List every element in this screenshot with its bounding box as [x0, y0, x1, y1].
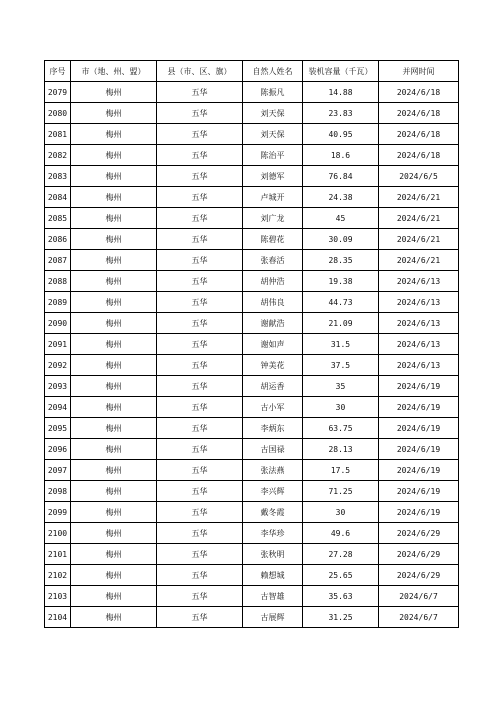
table-row	[45, 82, 459, 103]
cell-capacity: 17.5	[303, 460, 379, 481]
cell-city: 梅州	[71, 481, 157, 502]
cell-county: 五华	[157, 565, 243, 586]
cell-grid-date: 2024/6/13	[379, 292, 459, 313]
cell-name: 卢城开	[243, 187, 303, 208]
table-row	[45, 250, 459, 271]
cell-capacity: 28.35	[303, 250, 379, 271]
cell-county: 五华	[157, 271, 243, 292]
cell-name: 戴冬霞	[243, 502, 303, 523]
cell-city: 梅州	[71, 208, 157, 229]
cell-grid-date: 2024/6/19	[379, 439, 459, 460]
cell-county: 五华	[157, 607, 243, 628]
cell-county: 五华	[157, 397, 243, 418]
cell-capacity: 37.5	[303, 355, 379, 376]
cell-index: 2081	[45, 124, 71, 145]
table-row	[45, 397, 459, 418]
cell-grid-date: 2024/6/13	[379, 313, 459, 334]
cell-grid-date: 2024/6/13	[379, 334, 459, 355]
cell-city: 梅州	[71, 502, 157, 523]
cell-county: 五华	[157, 460, 243, 481]
table-row	[45, 418, 459, 439]
cell-name: 钟美花	[243, 355, 303, 376]
cell-city: 梅州	[71, 103, 157, 124]
cell-grid-date: 2024/6/19	[379, 481, 459, 502]
cell-name: 张秋明	[243, 544, 303, 565]
cell-index: 2087	[45, 250, 71, 271]
cell-index: 2089	[45, 292, 71, 313]
cell-name: 谢如声	[243, 334, 303, 355]
header-cell-index: 序号	[45, 61, 71, 82]
cell-city: 梅州	[71, 439, 157, 460]
cell-index: 2098	[45, 481, 71, 502]
cell-index: 2079	[45, 82, 71, 103]
cell-city: 梅州	[71, 376, 157, 397]
header-cell-city: 市（地、州、盟）	[71, 61, 157, 82]
cell-capacity: 28.13	[303, 439, 379, 460]
cell-index: 2096	[45, 439, 71, 460]
cell-city: 梅州	[71, 607, 157, 628]
cell-index: 2101	[45, 544, 71, 565]
table-row	[45, 565, 459, 586]
table-row	[45, 166, 459, 187]
cell-city: 梅州	[71, 313, 157, 334]
cell-grid-date: 2024/6/29	[379, 565, 459, 586]
cell-grid-date: 2024/6/7	[379, 586, 459, 607]
cell-capacity: 40.95	[303, 124, 379, 145]
table-row	[45, 208, 459, 229]
cell-capacity: 14.88	[303, 82, 379, 103]
cell-index: 2088	[45, 271, 71, 292]
table-row	[45, 124, 459, 145]
cell-name: 胡仲浩	[243, 271, 303, 292]
table-row	[45, 439, 459, 460]
cell-capacity: 44.73	[303, 292, 379, 313]
table-row	[45, 103, 459, 124]
cell-index: 2103	[45, 586, 71, 607]
cell-grid-date: 2024/6/21	[379, 187, 459, 208]
cell-city: 梅州	[71, 586, 157, 607]
cell-city: 梅州	[71, 355, 157, 376]
pv-registry-table	[44, 60, 459, 628]
cell-county: 五华	[157, 187, 243, 208]
cell-capacity: 49.6	[303, 523, 379, 544]
table-row	[45, 271, 459, 292]
header-cell-grid-date: 并网时间	[379, 61, 459, 82]
cell-city: 梅州	[71, 544, 157, 565]
cell-capacity: 35.63	[303, 586, 379, 607]
cell-capacity: 30	[303, 502, 379, 523]
cell-name: 古小军	[243, 397, 303, 418]
cell-county: 五华	[157, 292, 243, 313]
cell-county: 五华	[157, 166, 243, 187]
cell-capacity: 27.28	[303, 544, 379, 565]
cell-index: 2100	[45, 523, 71, 544]
cell-capacity: 19.38	[303, 271, 379, 292]
cell-grid-date: 2024/6/18	[379, 124, 459, 145]
cell-index: 2092	[45, 355, 71, 376]
header-row	[45, 61, 459, 82]
cell-county: 五华	[157, 439, 243, 460]
header-cell-county: 县（市、区、旗）	[157, 61, 243, 82]
table-row	[45, 607, 459, 628]
cell-grid-date: 2024/6/29	[379, 523, 459, 544]
cell-county: 五华	[157, 355, 243, 376]
table-row	[45, 229, 459, 250]
table-row	[45, 145, 459, 166]
cell-index: 2080	[45, 103, 71, 124]
cell-county: 五华	[157, 250, 243, 271]
cell-capacity: 21.09	[303, 313, 379, 334]
table-row	[45, 502, 459, 523]
cell-county: 五华	[157, 418, 243, 439]
cell-county: 五华	[157, 313, 243, 334]
cell-capacity: 30.09	[303, 229, 379, 250]
cell-city: 梅州	[71, 460, 157, 481]
cell-name: 胡伟良	[243, 292, 303, 313]
cell-county: 五华	[157, 229, 243, 250]
cell-name: 李兴辉	[243, 481, 303, 502]
cell-capacity: 71.25	[303, 481, 379, 502]
cell-name: 古智雄	[243, 586, 303, 607]
table-row	[45, 376, 459, 397]
cell-capacity: 76.84	[303, 166, 379, 187]
cell-index: 2085	[45, 208, 71, 229]
cell-capacity: 23.83	[303, 103, 379, 124]
cell-city: 梅州	[71, 229, 157, 250]
cell-capacity: 31.5	[303, 334, 379, 355]
cell-name: 李炳东	[243, 418, 303, 439]
cell-county: 五华	[157, 544, 243, 565]
cell-city: 梅州	[71, 145, 157, 166]
table-row	[45, 586, 459, 607]
table-row	[45, 334, 459, 355]
cell-city: 梅州	[71, 523, 157, 544]
cell-capacity: 25.65	[303, 565, 379, 586]
table-row	[45, 292, 459, 313]
cell-county: 五华	[157, 586, 243, 607]
cell-city: 梅州	[71, 82, 157, 103]
header-cell-capacity: 装机容量（千瓦）	[303, 61, 379, 82]
cell-county: 五华	[157, 124, 243, 145]
cell-name: 刘广龙	[243, 208, 303, 229]
cell-city: 梅州	[71, 397, 157, 418]
cell-index: 2099	[45, 502, 71, 523]
cell-index: 2086	[45, 229, 71, 250]
cell-index: 2090	[45, 313, 71, 334]
cell-city: 梅州	[71, 292, 157, 313]
cell-capacity: 18.6	[303, 145, 379, 166]
cell-city: 梅州	[71, 334, 157, 355]
table-body	[45, 82, 459, 628]
table-row	[45, 523, 459, 544]
cell-name: 陈振凡	[243, 82, 303, 103]
cell-city: 梅州	[71, 565, 157, 586]
cell-city: 梅州	[71, 418, 157, 439]
cell-grid-date: 2024/6/18	[379, 82, 459, 103]
cell-county: 五华	[157, 82, 243, 103]
header-cell-name: 自然人姓名	[243, 61, 303, 82]
cell-index: 2094	[45, 397, 71, 418]
cell-grid-date: 2024/6/21	[379, 250, 459, 271]
cell-city: 梅州	[71, 250, 157, 271]
cell-county: 五华	[157, 523, 243, 544]
cell-county: 五华	[157, 502, 243, 523]
cell-index: 2091	[45, 334, 71, 355]
table-row	[45, 187, 459, 208]
table-row	[45, 313, 459, 334]
cell-county: 五华	[157, 334, 243, 355]
cell-grid-date: 2024/6/19	[379, 397, 459, 418]
cell-capacity: 30	[303, 397, 379, 418]
cell-index: 2102	[45, 565, 71, 586]
cell-index: 2097	[45, 460, 71, 481]
cell-grid-date: 2024/6/19	[379, 502, 459, 523]
cell-name: 刘德军	[243, 166, 303, 187]
cell-grid-date: 2024/6/13	[379, 271, 459, 292]
cell-county: 五华	[157, 145, 243, 166]
cell-capacity: 35	[303, 376, 379, 397]
cell-grid-date: 2024/6/21	[379, 208, 459, 229]
cell-index: 2083	[45, 166, 71, 187]
cell-index: 2084	[45, 187, 71, 208]
table-row	[45, 355, 459, 376]
cell-county: 五华	[157, 481, 243, 502]
cell-county: 五华	[157, 376, 243, 397]
cell-city: 梅州	[71, 271, 157, 292]
cell-name: 古展辉	[243, 607, 303, 628]
cell-capacity: 24.38	[303, 187, 379, 208]
cell-name: 胡运香	[243, 376, 303, 397]
cell-capacity: 63.75	[303, 418, 379, 439]
cell-index: 2104	[45, 607, 71, 628]
cell-name: 刘天保	[243, 124, 303, 145]
cell-index: 2093	[45, 376, 71, 397]
cell-grid-date: 2024/6/18	[379, 103, 459, 124]
cell-name: 李华珍	[243, 523, 303, 544]
cell-name: 古国禄	[243, 439, 303, 460]
cell-city: 梅州	[71, 166, 157, 187]
table-row	[45, 460, 459, 481]
cell-name: 张法燕	[243, 460, 303, 481]
cell-grid-date: 2024/6/7	[379, 607, 459, 628]
cell-name: 刘天保	[243, 103, 303, 124]
cell-grid-date: 2024/6/13	[379, 355, 459, 376]
cell-grid-date: 2024/6/21	[379, 229, 459, 250]
cell-name: 张春活	[243, 250, 303, 271]
cell-city: 梅州	[71, 187, 157, 208]
cell-name: 赖想城	[243, 565, 303, 586]
cell-grid-date: 2024/6/29	[379, 544, 459, 565]
cell-index: 2095	[45, 418, 71, 439]
table-row	[45, 544, 459, 565]
cell-grid-date: 2024/6/19	[379, 460, 459, 481]
cell-city: 梅州	[71, 124, 157, 145]
cell-county: 五华	[157, 103, 243, 124]
cell-grid-date: 2024/6/18	[379, 145, 459, 166]
cell-grid-date: 2024/6/5	[379, 166, 459, 187]
cell-capacity: 31.25	[303, 607, 379, 628]
table-row	[45, 481, 459, 502]
cell-grid-date: 2024/6/19	[379, 376, 459, 397]
cell-county: 五华	[157, 208, 243, 229]
cell-index: 2082	[45, 145, 71, 166]
cell-name: 陈碧花	[243, 229, 303, 250]
cell-grid-date: 2024/6/19	[379, 418, 459, 439]
cell-name: 谢献浩	[243, 313, 303, 334]
cell-name: 陈治平	[243, 145, 303, 166]
cell-capacity: 45	[303, 208, 379, 229]
